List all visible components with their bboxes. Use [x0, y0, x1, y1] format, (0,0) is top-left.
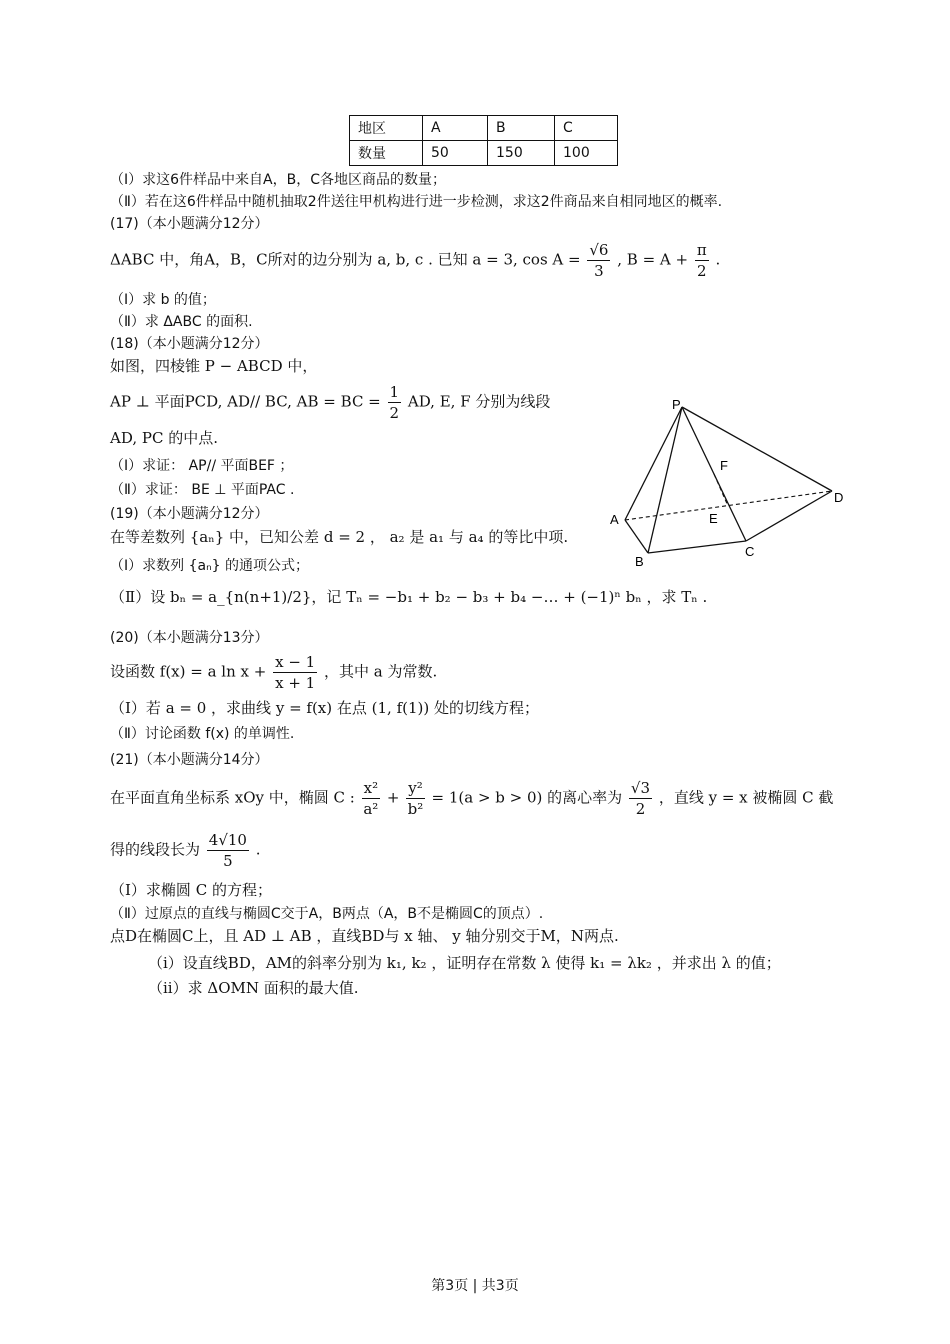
table-cell: C	[555, 116, 618, 141]
fraction	[406, 778, 425, 819]
q16-part2: （Ⅱ）若在这6件样品中随机抽取2件送往甲机构进行进一步检测，求这2件商品来自相同地区的概率.	[110, 194, 723, 210]
pyramid-diagram	[600, 390, 860, 575]
q19-part1: （Ⅰ）求数列 {aₙ} 的通项公式；	[110, 558, 310, 574]
label-f: F	[720, 458, 728, 473]
table-cell: A	[423, 116, 488, 141]
q17-part2: （Ⅱ）求 ΔABC 的面积.	[110, 314, 253, 330]
q18-intro: 如图，四棱锥 P − ABCD 中，	[110, 357, 318, 375]
table-row	[350, 116, 618, 141]
denominator: 2	[635, 800, 646, 818]
fraction	[362, 778, 380, 819]
fraction	[587, 240, 610, 281]
numerator: x²	[363, 779, 379, 797]
label-b: B	[635, 554, 644, 569]
denominator: 2	[389, 404, 400, 422]
table-cell: 150	[488, 141, 555, 166]
q19-part2: （Ⅱ）设 bₙ = a_{n(n+1)/2}，记 Tₙ = −b₁ + b₂ − b₃ + b₄ −… + (−1)ⁿ bₙ ，求 Tₙ .	[110, 588, 708, 606]
fraction	[207, 830, 249, 871]
q21-text-d: 得的线段长为	[110, 840, 205, 859]
table-cell: 50	[423, 141, 488, 166]
q18-cond-c: AD, PC 的中点.	[110, 429, 218, 447]
q21-part1: （Ⅰ）求椭圆 C 的方程；	[110, 881, 272, 899]
q21-text-b: = 1(a > b > 0) 的离心率为	[431, 788, 627, 807]
q21-text-c: ，直线 y = x 被椭圆 C 截	[658, 788, 834, 807]
label-c: C	[745, 544, 755, 559]
q17-part1: （Ⅰ）求 b 的值；	[110, 292, 216, 308]
q20-text-b: ，其中 a 为常数.	[323, 662, 438, 681]
denominator: a²	[363, 800, 379, 818]
numerator: π	[696, 241, 707, 259]
numerator: √3	[630, 779, 651, 797]
q17-text-a: ΔABC 中，角A，B，C所对的边分别为 a, b, c . 已知 a = 3, cos A =	[110, 250, 586, 269]
numerator: 1	[389, 383, 400, 401]
numerator: x − 1	[275, 653, 316, 671]
label-e: E	[709, 511, 718, 526]
q17-text-b: , B = A +	[617, 250, 693, 269]
q18-header: (18)（本小题满分12分）	[110, 336, 269, 352]
table-row	[350, 141, 618, 166]
q21-sub1: （i）设直线BD，AM的斜率分别为 k₁, k₂ ，证明存在常数 λ 使得 k₁ = λk₂ ，并求出 λ 的值；	[148, 954, 781, 972]
q21-statement	[110, 778, 833, 819]
q19-header: (19)（本小题满分12分）	[110, 506, 269, 522]
q20-part2: （Ⅱ）讨论函数 f(x) 的单调性.	[110, 726, 295, 742]
table-cell: 地区	[350, 116, 423, 141]
q18-condition	[110, 382, 550, 423]
label-a: A	[610, 512, 619, 527]
denominator: 5	[223, 852, 233, 870]
region-table	[349, 115, 618, 166]
q21-text-e: .	[255, 840, 261, 859]
q18-part1: （Ⅰ）求证： AP// 平面BEF ；	[110, 458, 294, 474]
denominator: x + 1	[275, 674, 316, 692]
q21-plus: +	[386, 788, 405, 807]
table-cell: B	[488, 116, 555, 141]
fraction	[273, 652, 317, 693]
q18-cond-b: AD, E, F 分别为线段	[407, 392, 551, 411]
q21-text-a: 在平面直角坐标系 xOy 中，椭圆 C :	[110, 788, 360, 807]
denominator: 2	[697, 262, 707, 280]
q19-statement: 在等差数列 {aₙ} 中，已知公差 d = 2 ， a₂ 是 a₁ 与 a₄ 的等比中项.	[110, 528, 569, 546]
label-p: P	[672, 397, 681, 412]
q17-text-c: .	[715, 250, 721, 269]
numerator: 4√10	[208, 831, 247, 849]
q21-sub2: （ii）求 ΔOMN 面积的最大值.	[148, 979, 359, 997]
label-d: D	[834, 490, 844, 505]
table-cell: 数量	[350, 141, 423, 166]
q21-length	[110, 830, 261, 871]
q18-cond-a: AP ⊥ 平面PCD, AD// BC, AB = BC =	[110, 392, 386, 411]
q16-part1: （Ⅰ）求这6件样品中来自A，B，C各地区商品的数量；	[110, 172, 446, 188]
q21-header: (21)（本小题满分14分）	[110, 752, 269, 768]
q20-header: (20)（本小题满分13分）	[110, 630, 269, 646]
q17-header: (17)（本小题满分12分）	[110, 216, 269, 232]
numerator: √6	[589, 241, 609, 259]
fraction	[629, 778, 652, 819]
fraction	[695, 240, 709, 281]
denominator: b²	[407, 800, 424, 818]
table-cell: 100	[555, 141, 618, 166]
q20-statement	[110, 652, 437, 693]
q20-text-a: 设函数 f(x) = a ln x +	[110, 662, 272, 681]
q20-part1: （Ⅰ）若 a = 0 ，求曲线 y = f(x) 在点 (1, f(1)) 处的切线方程；	[110, 699, 540, 717]
page-footer: 第3页 | 共3页	[431, 1278, 519, 1294]
q17-statement	[110, 240, 720, 281]
q21-part2b: 点D在椭圆C上，且 AD ⊥ AB ，直线BD与 x 轴、 y 轴分别交于M，N两点.	[110, 927, 619, 945]
fraction	[388, 382, 402, 423]
q21-part2: （Ⅱ）过原点的直线与椭圆C交于A，B两点（A，B不是椭圆C的顶点）.	[110, 906, 544, 922]
numerator: y²	[408, 779, 423, 797]
q18-part2: （Ⅱ）求证： BE ⊥ 平面PAC .	[110, 482, 295, 498]
denominator: 3	[594, 262, 604, 280]
